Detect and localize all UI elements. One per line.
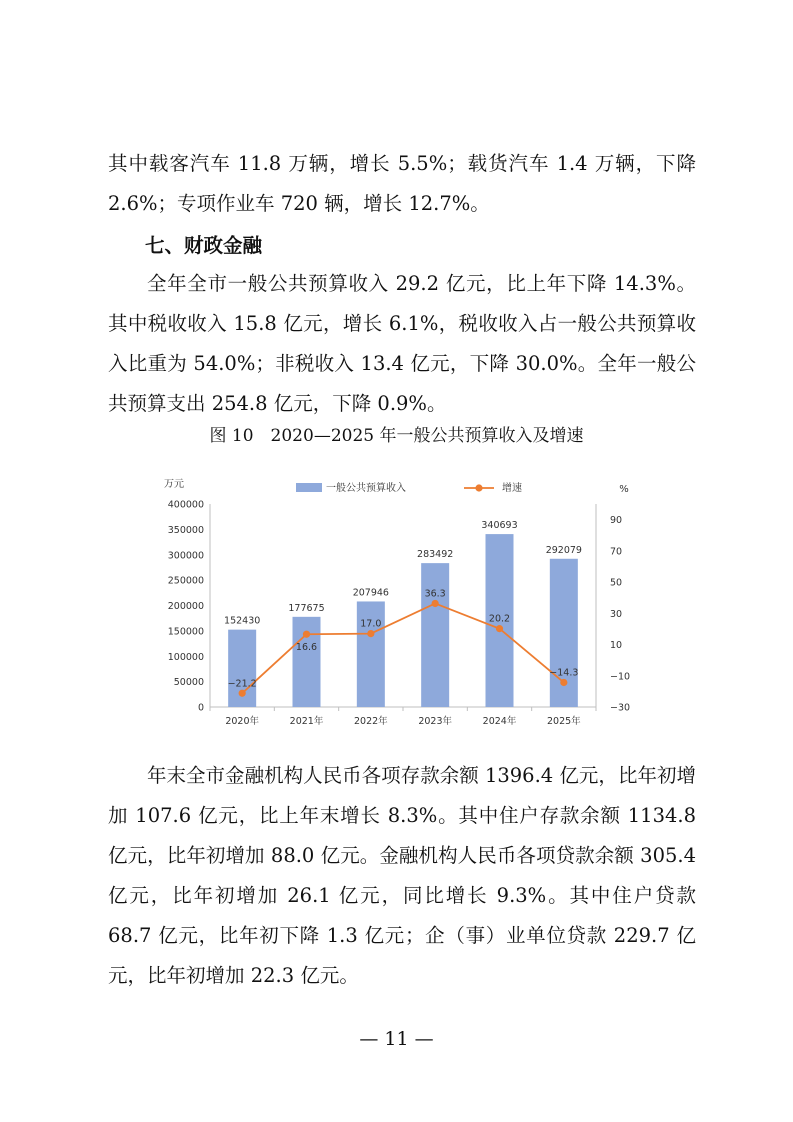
left-tick-label: 300000: [167, 550, 204, 562]
legend-line-marker: [475, 484, 482, 491]
bar-value-label: 177675: [288, 602, 325, 614]
growth-value-label: 17.0: [360, 618, 382, 630]
figure-caption: 图 10 2020—2025 年一般公共预算收入及增速: [209, 426, 584, 446]
page-number: — 11 —: [359, 1028, 434, 1050]
x-tick-label: 2025年: [546, 716, 581, 727]
x-tick-label: 2023年: [418, 716, 453, 727]
bar-value-label: 340693: [481, 520, 518, 532]
growth-point-2020年: [239, 690, 246, 697]
x-tick-label: 2021年: [289, 716, 324, 727]
growth-value-label: −14.3: [549, 667, 579, 679]
left-tick-label: 200000: [167, 601, 204, 612]
right-tick-label: −10: [610, 671, 631, 683]
x-tick-label: 2024年: [482, 716, 517, 727]
left-tick-label: 350000: [167, 524, 204, 536]
bar-value-label: 207946: [352, 587, 389, 599]
left-tick-label: 150000: [167, 626, 204, 638]
paragraph-vehicles: 其中载客汽车 11.8 万辆，增长 5.5%；载货汽车 1.4 万辆，下降 2.6%；专项作业车 720 辆，增长 12.7%。: [108, 152, 696, 215]
section-heading-finance: 七、财政金融: [145, 234, 263, 257]
left-tick-label: 400000: [167, 499, 204, 511]
growth-point-2022年: [367, 630, 374, 637]
bar-2022年: [357, 601, 385, 707]
x-tick-label: 2022年: [353, 716, 388, 727]
growth-value-label: 36.3: [424, 588, 446, 600]
right-tick-label: 10: [610, 640, 623, 652]
legend-line-label: 增速: [502, 483, 522, 494]
growth-value-label: 16.6: [295, 642, 318, 654]
bar-value-label: 283492: [417, 549, 454, 561]
bar-value-label: 152430: [224, 615, 261, 627]
right-tick-label: −30: [610, 702, 631, 714]
budget-revenue-chart: [146, 470, 646, 732]
growth-point-2021年: [303, 631, 310, 638]
bar-value-label: 292079: [545, 544, 582, 556]
paragraph-budget: 全年全市一般公共预算收入 29.2 亿元，比上年下降 14.3%。其中税收收入 15.8 亿元，增长 6.1%，税收收入占一般公共预算收入比重为 54.0%；非税收入 13.4 亿元，下降 30.0%。全年一般公共预算支出 254.8 亿元，下降 0.9%。: [108, 272, 696, 415]
right-tick-label: 50: [610, 577, 623, 589]
x-tick-label: 2020年: [225, 716, 260, 727]
right-axis-unit: %: [619, 484, 629, 495]
left-tick-label: 100000: [167, 651, 204, 663]
bar-2023年: [421, 563, 449, 707]
bar-2021年: [293, 617, 321, 707]
right-tick-label: 30: [610, 608, 623, 620]
paragraph-deposits-loans: 年末全市金融机构人民币各项存款余额 1396.4 亿元，比年初增加 107.6 亿元，比上年末增长 8.3%。其中住户存款余额 1134.8 亿元，比年初增加 88.0 亿元。金融机构人民币各项贷款余额 305.4 亿元，比年初增加 26.1 亿元，同比增长 9.3%。其中住户贷款 68.7 亿元，比年初下降 1.3 亿元；企（事）业单位贷款 229.7 亿元，比年初增加 22.3 亿元。: [108, 764, 696, 987]
right-tick-label: 90: [610, 515, 623, 527]
right-tick-label: 70: [610, 546, 623, 558]
left-tick-label: 0: [197, 702, 204, 714]
growth-value-label: 20.2: [488, 613, 511, 625]
growth-rate-line: [242, 603, 564, 693]
left-tick-label: 50000: [173, 677, 204, 689]
legend-bar-swatch: [296, 483, 322, 492]
legend-bar-label: 一般公共预算收入: [326, 483, 406, 494]
growth-point-2023年: [432, 600, 439, 607]
left-tick-label: 250000: [167, 575, 204, 587]
growth-point-2025年: [560, 679, 567, 686]
left-axis-unit: 万元: [164, 479, 184, 490]
growth-value-label: −21.2: [227, 678, 257, 690]
growth-point-2024年: [496, 625, 503, 632]
